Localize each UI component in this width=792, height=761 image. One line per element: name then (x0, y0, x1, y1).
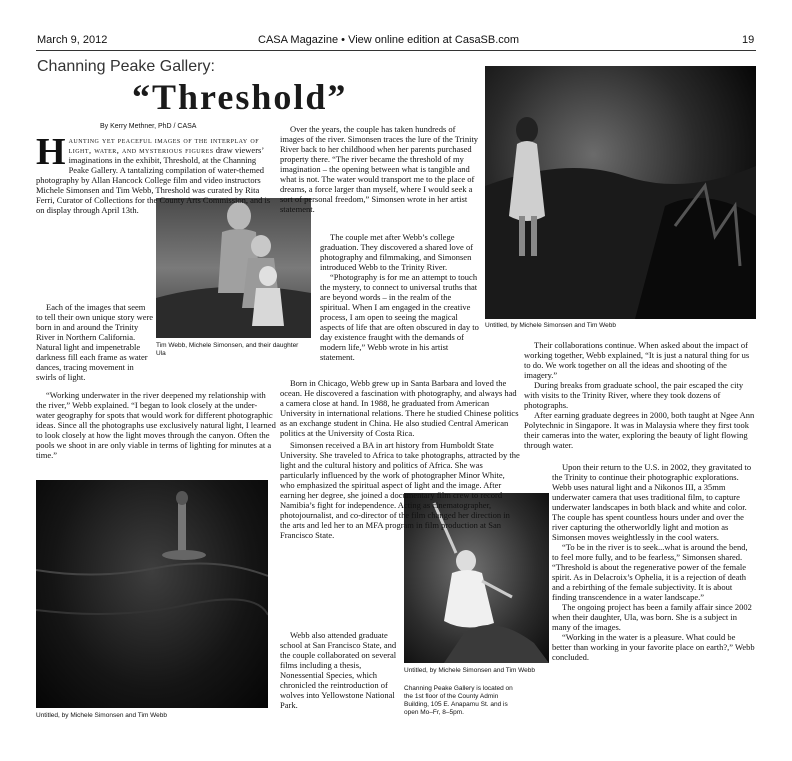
caption-family: Tim Webb, Michele Simonsen, and their daughter Ula (156, 342, 299, 357)
photo-woman-in-river (485, 66, 756, 319)
issue-date: March 9, 2012 (37, 34, 108, 46)
caption-top-right: Untitled, by Michele Simonsen and Tim Webb (485, 322, 617, 329)
lead-paragraph: draw viewers’ imaginations in the exhibit, Threshold, at the Channing Peake Gallery. A tantalizing compilation of water-themed photography by Allan Hancock College film and video instructors Michele Simonsen and Tim Webb, Threshold was curated by Rita Ferri, Curator of Collections for the County Arts Commission, and is on display through April 13th. (36, 145, 271, 215)
paragraph: Over the years, the couple has taken hundreds of images of the river. Simonsen traces the lure of the Trinity River back to her childhood when her parents purchased property there. “The river became the threshold of my imagination – the opening between what is tangible and what is not. The water would transport me to the place of dreams, a force larger than myself, where I would seek a sort of personal freedom,” Simonsen wrote in her artist statement. (280, 124, 479, 214)
photo-figure-on-rock (36, 480, 268, 708)
column-2-wide-2 (280, 440, 520, 540)
paragraph: During breaks from graduate school, the pair escaped the city with visits to the Trinity River, where they took dozens of photographs. (524, 380, 744, 410)
paragraph: The couple met after Webb’s college graduation. They discovered a shared love of photography and filmmaking, and Simonsen introduced Webb to the Trinity River. (320, 232, 474, 272)
column-1 (36, 131, 276, 215)
column-2-mid (320, 232, 482, 362)
lead-caps: aunting yet peaceful images of the interplay of light, water, and mysterious figures (68, 135, 260, 155)
paragraph: “Working in the water is a pleasure. What could be better than working in your favorite place on earth?,” Webb concluded. (552, 632, 755, 662)
paragraph: “To be in the river is to seek...what is around the bend, to feel more fully, and to be fearless,” Simonsen shared. “Threshold is about the regenerative power of the female spirit. As in Delacroix’s Ophelia, it is a rejection of death and a rebirthing of the female subjectivity. It is about finding transcendence in a water landscape.” (552, 542, 748, 602)
byline: By Kerry Methner, PhD / CASA (100, 123, 197, 130)
paragraph: Their collaborations continue. When asked about the impact of working together, Webb explained, “It is just a natural thing for us to do. We work together on all the ideas and shooting of the imagery.” (524, 340, 750, 380)
column-3-lower (552, 462, 756, 662)
column-2-bottom (280, 630, 398, 710)
paragraph: The ongoing project has been a family affair since 2002 when their daughter, Ula, was born. She is a subject in many of the images. (552, 602, 752, 632)
photo-family (156, 198, 311, 338)
column-3 (524, 340, 756, 450)
header-center: CASA Magazine • View online edition at CasaSB.com (258, 34, 520, 46)
article-title: “Threshold” (132, 77, 348, 117)
header-rule (36, 50, 756, 51)
figure-illustration (36, 480, 268, 708)
paragraph: Webb also attended graduate school at San Francisco State, and the couple collaborated on several films including a thesis, Nonessential Species, which chronicled the reintroduction of wolves into Yellowstone National Park. (280, 630, 397, 710)
caption-bottom-left: Untitled, by Michele Simonsen and Tim Webb (36, 712, 168, 719)
column-2-top (280, 124, 480, 214)
article-kicker: Channing Peake Gallery: (37, 58, 215, 75)
paragraph: “Photography is for me an attempt to touch the mystery, to connect to universal truths that are beyond words – in the realm of the spiritual. When I am engaged in the creative process, I am open to seeing the magical aspects of life that are often obscured in day to day existence fraught with the demands of modern life,” Webb wrote in his artist statement. (320, 272, 479, 362)
family-illustration (156, 198, 311, 338)
drop-cap: H (36, 131, 66, 173)
gallery-info-box: Channing Peake Gallery is located on the 1st floor of the County Admin Building, 105 E. Anapamu St. and is open Mo–Fr, 8–5pm. (404, 685, 513, 716)
paragraph: Upon their return to the U.S. in 2002, they gravitated to the Trinity to continue their photographic explorations. Webb uses natural light and a Nikonos III, a 35mm underwater camera that uses traditional film, to capture underwater landscapes in both black and white and color. The couple has spent countless hours under and over the river capturing the otherworldly light and motion as Simonsen moves weightlessly in the cool waters. (552, 462, 752, 542)
paragraph: Each of the images that seem to tell their own unique story were born in and around the Trinity River in Northern California. Natural light and impenetrable darkness fill each frame as water dances, tracing movement in swirls of light. (36, 302, 154, 382)
column-2-wide (280, 378, 520, 438)
paragraph: “Working underwater in the river deepened my relationship with the river,” Webb explained. “I began to look closely at the under-water geography for spots that would work for different photographic ideas. Since all the photographs use exclusively natural light, I learned to look closely at how the light moves through the canyon. Often the pools we shoot in are only viable in terms of lighting for minutes at a time.” (36, 390, 276, 460)
paragraph: Born in Chicago, Webb grew up in Santa Barbara and loved the ocean. He discovered a fascination with photography, and always had a camera close at hand. In 1988, he graduated from American University in international relations. There he studied Chinese politics as an exchange student in China. He also studied Central American politics at the University of Costa Rica. (280, 378, 519, 438)
river-woman-illustration (485, 66, 756, 319)
caption-bottom-middle: Untitled, by Michele Simonsen and Tim Webb (404, 667, 536, 674)
column-1-para-2-wrap (36, 302, 154, 382)
page-number: 19 (742, 34, 755, 46)
paragraph: After earning graduate degrees in 2000, both taught at Ngee Ann Polytechnic in Singapore. It was in Malaysia where they first took their cameras into the water, exploring the beauty of light flowing through water. (524, 410, 755, 450)
paragraph: Simonsen received a BA in art history from Humboldt State University. She traveled to Africa to take photographs, attracted by the light and the cultural history and politics of Africa. She was particularly influenced by the work of photographer Minor White, who emphasized the spiritual aspect of light and the image. After earning her degree, she joined a documentary film crew to record Namibia’s fight for independence. Acting as cinematographer, photojournalist, and co-director of the film changed her direction in the arts and led her to an MFA program in film production at San Francisco State. (280, 440, 520, 540)
column-1-para-3-wrap (36, 390, 276, 460)
